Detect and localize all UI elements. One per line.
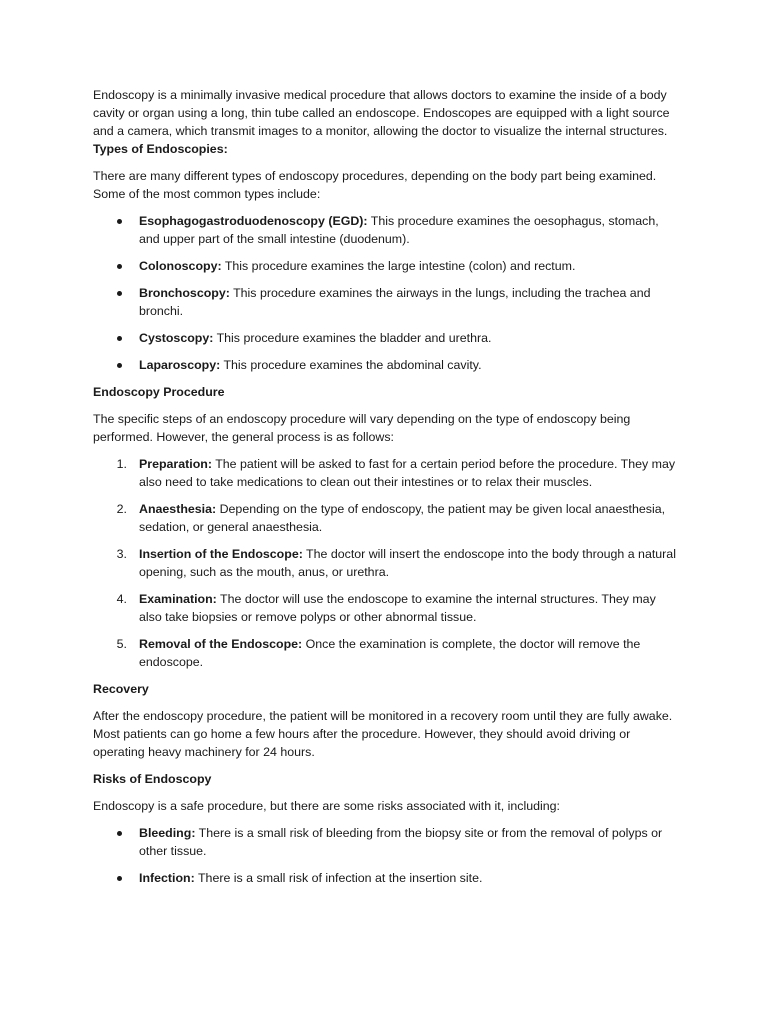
bullet-icon bbox=[117, 876, 122, 881]
procedure-intro-paragraph: The specific steps of an endoscopy procedure will vary depending on the type of endoscopy being performed. However, the general process is as follows: bbox=[93, 412, 631, 444]
item-term: Bronchoscopy: bbox=[139, 286, 230, 300]
list-item bbox=[93, 545, 678, 581]
item-description: This procedure examines the abdominal cavity. bbox=[220, 358, 482, 372]
list-item bbox=[93, 329, 678, 347]
item-term: Insertion of the Endoscope: bbox=[139, 547, 303, 561]
procedure-heading: Endoscopy Procedure bbox=[93, 385, 225, 399]
item-term: Anaesthesia: bbox=[139, 502, 217, 516]
list-item bbox=[93, 356, 678, 374]
risks-heading: Risks of Endoscopy bbox=[93, 772, 212, 786]
list-item bbox=[93, 284, 678, 320]
item-description: The patient will be asked to fast for a certain period before the procedure. They may also need to take medications to clean out their intestines or to relax their muscles. bbox=[139, 457, 676, 489]
bullet-icon bbox=[117, 336, 122, 341]
bullet-icon bbox=[117, 219, 122, 224]
item-description: This procedure examines the large intestine (colon) and rectum. bbox=[221, 259, 576, 273]
recovery-paragraph: After the endoscopy procedure, the patient will be monitored in a recovery room until they are fully awake. Most patients can go home a few hours after the procedure. However, they should avoid driving or operating heavy machinery for 24 hours. bbox=[93, 709, 673, 759]
types-intro-paragraph: There are many different types of endoscopy procedures, depending on the body part being examined. Some of the most common types include: bbox=[93, 169, 657, 201]
item-term: Cystoscopy: bbox=[139, 331, 214, 345]
list-item bbox=[93, 500, 678, 536]
item-description: Depending on the type of endoscopy, the patient may be given local anaesthesia, sedation, or general anaesthesia. bbox=[139, 502, 666, 534]
item-term: Bleeding: bbox=[139, 826, 196, 840]
item-description: This procedure examines the airways in the lungs, including the trachea and bronchi. bbox=[139, 286, 651, 318]
risks-list bbox=[93, 824, 678, 887]
step-number: 5. bbox=[116, 637, 127, 651]
risks-intro-paragraph: Endoscopy is a safe procedure, but there are some risks associated with it, including: bbox=[93, 799, 560, 813]
item-term: Esophagogastroduodenoscopy (EGD): bbox=[139, 214, 368, 228]
item-term: Examination: bbox=[139, 592, 217, 606]
item-term: Laparoscopy: bbox=[139, 358, 221, 372]
list-item bbox=[93, 257, 678, 275]
item-term: Preparation: bbox=[139, 457, 212, 471]
item-description: There is a small risk of bleeding from the biopsy site or from the removal of polyps or other tissue. bbox=[139, 826, 663, 858]
step-number: 1. bbox=[116, 457, 127, 471]
step-number: 3. bbox=[116, 547, 127, 561]
bullet-icon bbox=[117, 291, 122, 296]
item-term: Removal of the Endoscope: bbox=[139, 637, 303, 651]
procedure-steps-list bbox=[93, 455, 678, 671]
item-description: This procedure examines the bladder and urethra. bbox=[213, 331, 492, 345]
item-term: Colonoscopy: bbox=[139, 259, 222, 273]
bullet-icon bbox=[117, 831, 122, 836]
step-number: 2. bbox=[116, 502, 127, 516]
list-item bbox=[93, 212, 678, 248]
bullet-icon bbox=[117, 264, 122, 269]
item-description: Once the examination is complete, the doctor will remove the endoscope. bbox=[139, 637, 641, 669]
list-item bbox=[93, 590, 678, 626]
item-description: The doctor will insert the endoscope into the body through a natural opening, such as the mouth, anus, or urethra. bbox=[139, 547, 676, 579]
recovery-heading: Recovery bbox=[93, 682, 149, 696]
document-page bbox=[93, 86, 678, 896]
intro-paragraph: Endoscopy is a minimally invasive medical procedure that allows doctors to examine the inside of a body cavity or organ using a long, thin tube called an endoscope. Endoscopes are equipped with a light source and a camera, which transmit images to a monitor, allowing the doctor to visualize the internal structures. bbox=[93, 88, 670, 138]
item-description: There is a small risk of infection at the insertion site. bbox=[194, 871, 483, 885]
item-description: The doctor will use the endoscope to examine the internal structures. They may also take biopsies or remove polyps or other abnormal tissue. bbox=[139, 592, 656, 624]
list-item bbox=[93, 635, 678, 671]
item-term: Infection: bbox=[139, 871, 195, 885]
list-item bbox=[93, 455, 678, 491]
bullet-icon bbox=[117, 363, 122, 368]
list-item bbox=[93, 869, 678, 887]
item-description: This procedure examines the oesophagus, stomach, and upper part of the small intestine (duodenum). bbox=[139, 214, 659, 246]
types-list bbox=[93, 212, 678, 374]
list-item bbox=[93, 824, 678, 860]
types-heading: Types of Endoscopies: bbox=[93, 142, 228, 156]
step-number: 4. bbox=[116, 592, 127, 606]
